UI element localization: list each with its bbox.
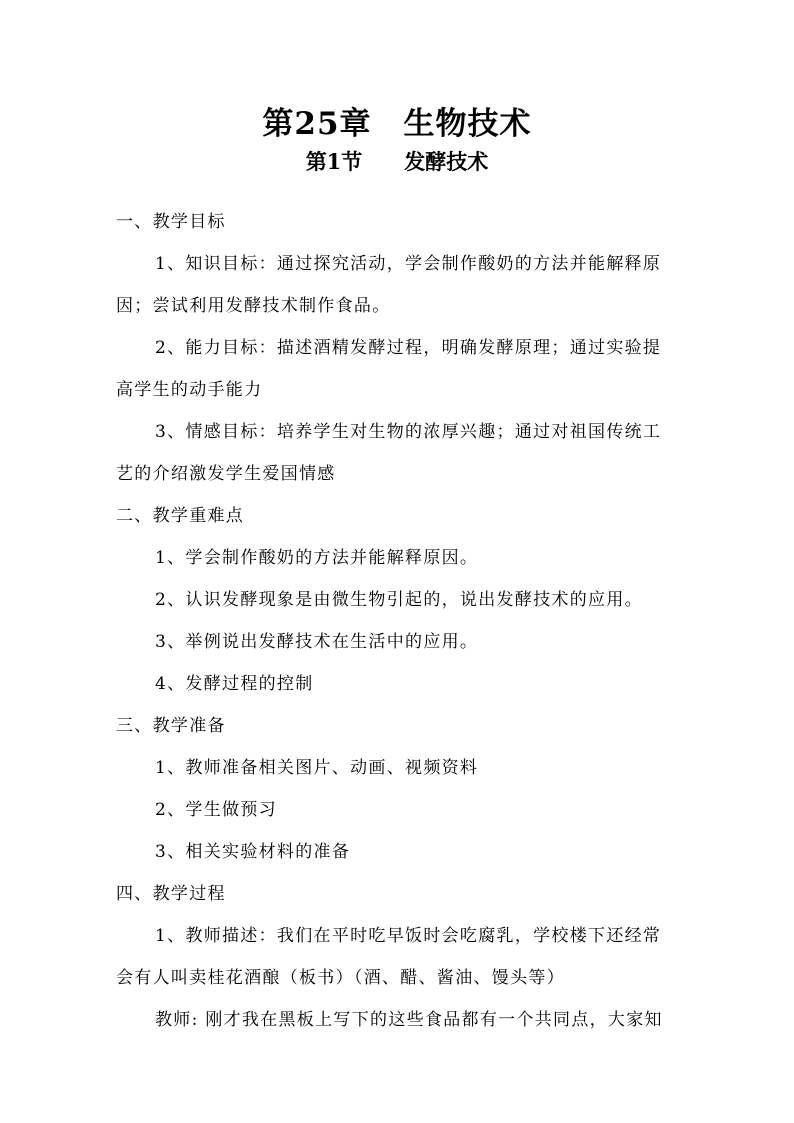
paragraph-line: 因；尝试利用发酵技术制作食品。	[116, 296, 391, 316]
heading-teaching-process: 四、教学过程	[116, 884, 226, 904]
chapter-title: 第25章 生物技术	[262, 106, 532, 142]
paragraph-line: 3、相关实验材料的准备	[155, 842, 351, 862]
paragraph-line: 1、知识目标：通过探究活动，学会制作酸奶的方法并能解释原	[155, 254, 662, 274]
heading-teaching-preparation: 三、教学准备	[116, 716, 226, 736]
paragraph-line: 1、教师描述：我们在平时吃早饭时会吃腐乳，学校楼下还经常	[155, 926, 662, 946]
section-title: 第1节 发酵技术	[305, 149, 489, 174]
paragraph-line: 3、举例说出发酵技术在生活中的应用。	[155, 632, 479, 652]
paragraph-line: 3、情感目标：培养学生对生物的浓厚兴趣；通过对祖国传统工	[155, 422, 662, 442]
paragraph-line: 1、学会制作酸奶的方法并能解释原因。	[155, 548, 479, 568]
paragraph-line: 教师: 刚才我在黑板上写下的这些食品都有一个共同点，大家知	[155, 1010, 663, 1030]
paragraph-line: 2、学生做预习	[155, 800, 277, 820]
heading-teaching-objectives: 一、教学目标	[116, 212, 226, 232]
paragraph-line: 高学生的动手能力	[116, 380, 263, 400]
paragraph-line: 1、教师准备相关图片、动画、视频资料	[155, 758, 479, 778]
paragraph-line: 会有人叫卖桂花酒酿（板书）（酒、醋、酱油、馒头等）	[116, 968, 565, 988]
paragraph-line: 2、认识发酵现象是由微生物引起的，说出发酵技术的应用。	[155, 590, 643, 610]
heading-key-points: 二、教学重难点	[116, 506, 245, 526]
paragraph-line: 艺的介绍激发学生爱国情感	[116, 464, 336, 484]
paragraph-line: 2、能力目标：描述酒精发酵过程，明确发酵原理；通过实验提	[155, 338, 662, 358]
paragraph-line: 4、发酵过程的控制	[155, 674, 314, 694]
